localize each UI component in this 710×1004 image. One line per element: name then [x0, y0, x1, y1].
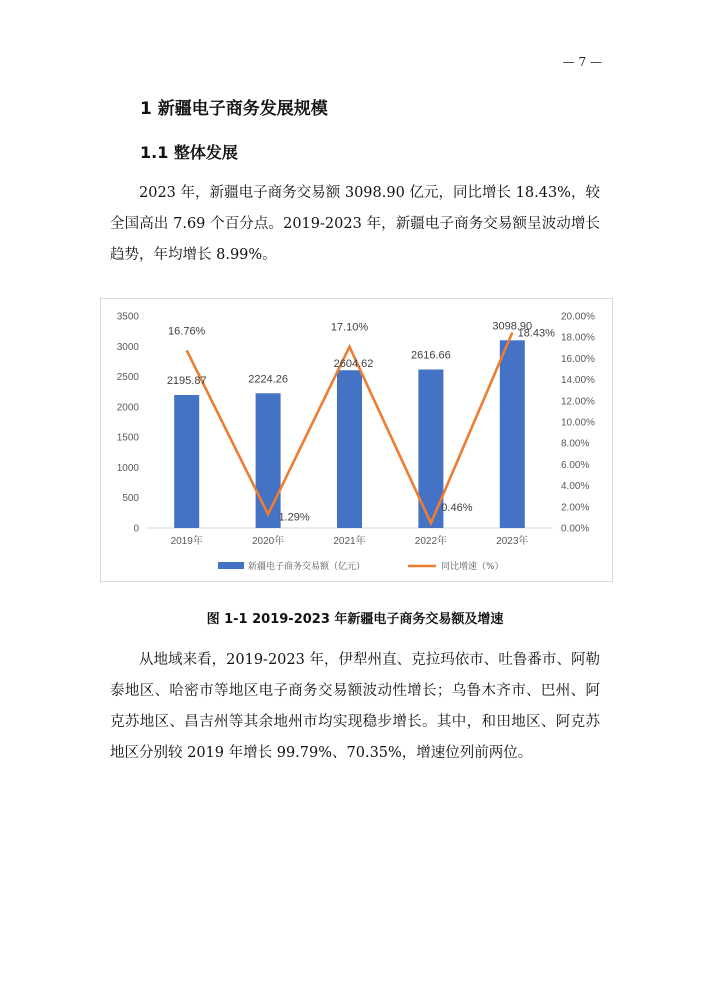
- left-axis-tick-label: 1500: [116, 432, 139, 444]
- right-axis-tick-label: 12.00%: [561, 396, 595, 408]
- subsection-heading: 1.1 整体发展: [140, 143, 238, 162]
- legend-line-label: 同比增速（%）: [441, 562, 504, 572]
- left-axis-tick-label: 2500: [116, 372, 139, 384]
- figure-caption: 图 1-1 2019-2023 年新疆电子商务交易额及增速: [206, 612, 504, 627]
- bar-data-label: 2616.66: [411, 349, 451, 362]
- right-axis-tick-label: 10.00%: [561, 417, 595, 429]
- line-data-label: 0.46%: [441, 502, 473, 515]
- bar-data-label: 2224.26: [248, 373, 288, 386]
- line-data-label: 18.43%: [517, 327, 555, 340]
- right-axis-tick-label: 0.00%: [561, 523, 590, 535]
- left-axis-tick-label: 0: [133, 523, 139, 535]
- x-axis-tick-label: 2023年: [496, 536, 529, 547]
- left-axis-tick-label: 3500: [116, 311, 139, 323]
- line-data-label: 1.29%: [278, 511, 310, 524]
- line-data-label: 17.10%: [330, 321, 369, 334]
- right-axis-tick-label: 18.00%: [561, 332, 595, 344]
- combo-chart: [101, 299, 612, 581]
- right-axis-tick-label: 8.00%: [561, 438, 590, 450]
- bar: [256, 393, 281, 528]
- page-number: — 7 —: [562, 55, 602, 69]
- paragraph-regional: 从地域来看，2019-2023 年，伊犁州直、克拉玛依市、吐鲁番市、阿勒泰地区、哈密市等地区电子商务交易额波动性增长；乌鲁木齐市、巴州、阿克苏地区、昌吉州等其余地州市均实现稳步增长。其中，和田地区、阿克苏地区分别较 2019 年增长 99.79%、70.35%，增速位列前两位。: [110, 652, 600, 761]
- x-axis-tick-label: 2020年: [251, 536, 285, 547]
- chart-container: [100, 298, 613, 582]
- section-heading: 1 新疆电子商务发展规模: [140, 99, 328, 119]
- x-axis-tick-label: 2019年: [170, 536, 203, 547]
- legend-bar-label: 新疆电子商务交易额（亿元）: [248, 562, 366, 572]
- bar-data-label: 2604.62: [333, 358, 374, 371]
- bar-data-label: 3098.90: [492, 320, 533, 333]
- bar: [337, 370, 362, 528]
- bar-data-label: 2195.87: [166, 374, 207, 387]
- x-axis-tick-label: 2021年: [333, 536, 366, 547]
- left-axis-tick-label: 3000: [116, 341, 139, 353]
- bar: [500, 340, 525, 528]
- right-axis-tick-label: 20.00%: [561, 311, 595, 323]
- line-data-label: 16.76%: [168, 325, 206, 338]
- right-axis-tick-label: 2.00%: [561, 502, 590, 514]
- bar: [174, 395, 199, 528]
- legend-bar-swatch: [218, 562, 244, 569]
- left-axis-tick-label: 500: [122, 493, 139, 505]
- right-axis-tick-label: 4.00%: [561, 481, 590, 493]
- paragraph-overview: 2023 年，新疆电子商务交易额 3098.90 亿元，同比增长 18.43%，较全国高出 7.69 个百分点。2019-2023 年，新疆电子商务交易额呈波动增长趋势，年均增长 8.99%。: [110, 185, 600, 263]
- x-axis-tick-label: 2022年: [414, 536, 448, 547]
- right-axis-tick-label: 6.00%: [561, 459, 590, 471]
- left-axis-tick-label: 2000: [116, 402, 139, 414]
- left-axis-tick-label: 1000: [116, 462, 139, 474]
- right-axis-tick-label: 16.00%: [561, 353, 595, 365]
- right-axis-tick-label: 14.00%: [561, 375, 595, 387]
